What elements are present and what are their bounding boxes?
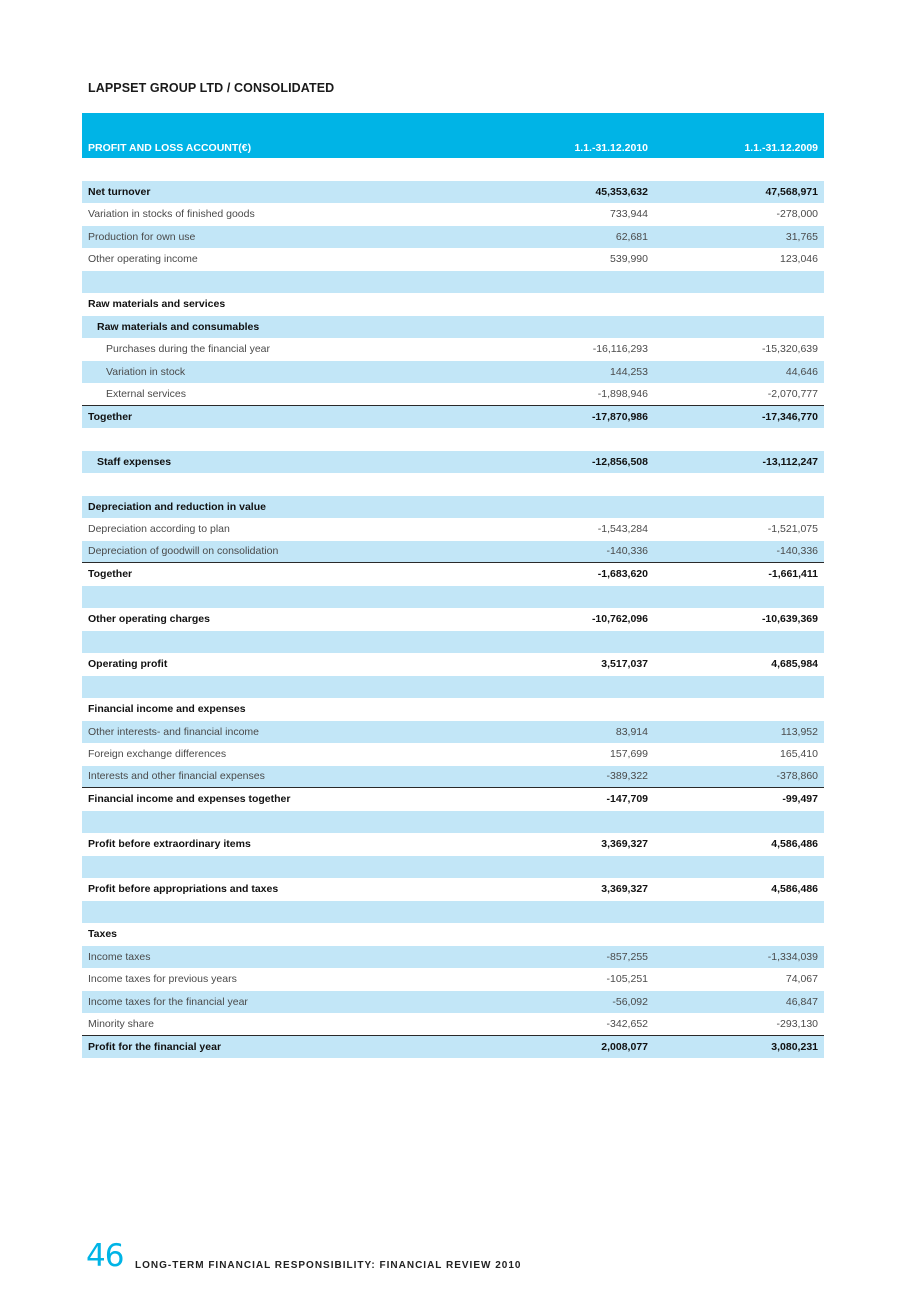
row-label: Profit for the financial year <box>88 1040 222 1053</box>
table-row <box>82 991 824 1014</box>
table-row <box>82 226 824 249</box>
spacer-row <box>82 901 824 924</box>
value-2009: -293,130 <box>776 1017 818 1030</box>
value-2010: 83,914 <box>615 725 648 738</box>
value-2010: 62,681 <box>615 230 648 243</box>
row-label: Financial income and expenses <box>88 703 246 716</box>
value-2009: 165,410 <box>780 748 818 761</box>
row-label: External services <box>106 387 186 400</box>
value-2010: -10,762,096 <box>591 613 648 626</box>
spacer-row <box>82 473 824 496</box>
value-2009: -10,639,369 <box>761 613 818 626</box>
value-2009: 123,046 <box>780 253 818 266</box>
value-2009: 47,568,971 <box>765 185 818 198</box>
value-2009: 3,080,231 <box>771 1040 818 1053</box>
spacer-row <box>82 631 824 654</box>
spacer-row <box>82 271 824 294</box>
value-2009: 46,847 <box>785 995 818 1008</box>
header-label: PROFIT AND LOSS ACCOUNT(€) <box>88 142 252 154</box>
table-row <box>82 181 824 204</box>
table-row <box>82 1013 824 1036</box>
table-row <box>82 698 824 721</box>
value-2010: -147,709 <box>606 793 648 806</box>
page-number: 46 <box>86 1238 124 1274</box>
row-label: Profit before extraordinary items <box>88 838 251 851</box>
value-2010: -140,336 <box>606 545 648 558</box>
table-row <box>82 946 824 969</box>
spacer-row <box>82 586 824 609</box>
table-row <box>82 721 824 744</box>
value-2009: 74,067 <box>785 973 818 986</box>
table-row <box>82 653 824 676</box>
table-row <box>82 451 824 474</box>
row-label: Other operating charges <box>88 613 210 626</box>
table-row <box>82 518 824 541</box>
value-2010: -1,898,946 <box>597 387 648 400</box>
value-2009: -140,336 <box>776 545 818 558</box>
row-label: Together <box>88 568 133 581</box>
value-2010: 144,253 <box>610 365 648 378</box>
value-2009: 113,952 <box>780 725 818 738</box>
value-2010: 3,517,037 <box>601 658 648 671</box>
value-2010: -1,543,284 <box>597 523 648 536</box>
value-2010: -389,322 <box>606 770 648 783</box>
value-2010: 45,353,632 <box>595 185 648 198</box>
value-2009: -2,070,777 <box>767 387 818 400</box>
table-row <box>82 316 824 339</box>
value-2010: -342,652 <box>606 1017 648 1030</box>
value-2010: 157,699 <box>610 748 648 761</box>
table-row <box>82 406 824 429</box>
value-2009: 44,646 <box>785 365 818 378</box>
value-2010: 3,369,327 <box>601 838 648 851</box>
row-label: Income taxes for the financial year <box>88 995 248 1008</box>
row-label: Income taxes <box>88 950 151 963</box>
table-row <box>82 338 824 361</box>
value-2010: -16,116,293 <box>592 343 648 356</box>
value-2009: -378,860 <box>776 770 818 783</box>
table-body <box>82 158 824 1058</box>
table-row <box>82 766 824 789</box>
value-2010: 733,944 <box>610 208 648 221</box>
value-2010: -105,251 <box>606 973 648 986</box>
company-title: LAPPSET GROUP LTD / CONSOLIDATED <box>88 81 335 95</box>
table-row <box>82 383 824 406</box>
table-header <box>82 113 824 158</box>
spacer-row <box>82 158 824 181</box>
table-row <box>82 923 824 946</box>
row-label: Depreciation according to plan <box>88 523 230 536</box>
header-col-2009: 1.1.-31.12.2009 <box>744 142 818 154</box>
value-2009: -1,334,039 <box>767 950 818 963</box>
value-2010: -56,092 <box>612 995 648 1008</box>
value-2009: -15,320,639 <box>761 343 818 356</box>
row-label: Variation in stocks of finished goods <box>88 208 255 221</box>
table-row <box>82 968 824 991</box>
value-2009: -278,000 <box>776 208 818 221</box>
row-label: Net turnover <box>88 185 151 198</box>
row-label: Other interests- and financial income <box>88 725 259 738</box>
value-2009: -13,112,247 <box>762 455 818 468</box>
table-row <box>82 203 824 226</box>
profit-loss-table <box>82 113 824 1058</box>
row-label: Depreciation of goodwill on consolidation <box>88 545 279 558</box>
spacer-row <box>82 856 824 879</box>
row-label: Raw materials and consumables <box>97 320 260 333</box>
value-2010: -1,683,620 <box>597 568 648 581</box>
value-2009: 4,586,486 <box>771 883 818 896</box>
table-row <box>82 293 824 316</box>
table-row <box>82 878 824 901</box>
table-row <box>82 608 824 631</box>
row-label: Income taxes for previous years <box>88 973 237 986</box>
row-label: Taxes <box>88 928 117 941</box>
row-label: Depreciation and reduction in value <box>88 500 266 513</box>
row-label: Variation in stock <box>106 365 186 378</box>
value-2010: 2,008,077 <box>601 1040 648 1053</box>
value-2009: 4,586,486 <box>771 838 818 851</box>
table-row <box>82 743 824 766</box>
row-label: Together <box>88 410 133 423</box>
value-2010: -12,856,508 <box>591 455 648 468</box>
table-row <box>82 788 824 811</box>
footer-title: LONG-TERM FINANCIAL RESPONSIBILITY: FINANCIAL REVIEW 2010 <box>135 1260 522 1271</box>
value-2010: -857,255 <box>606 950 648 963</box>
row-label: Raw materials and services <box>88 298 226 311</box>
table-row <box>82 1036 824 1059</box>
row-label: Other operating income <box>88 253 198 266</box>
table-row <box>82 496 824 519</box>
value-2009: -1,521,075 <box>767 523 818 536</box>
spacer-row <box>82 676 824 699</box>
spacer-row <box>82 428 824 451</box>
row-label: Production for own use <box>88 230 196 243</box>
value-2009: -17,346,770 <box>761 410 818 423</box>
table-row <box>82 361 824 384</box>
row-label: Financial income and expenses together <box>88 793 291 806</box>
row-label: Interests and other financial expenses <box>88 770 265 783</box>
value-2009: 31,765 <box>785 230 818 243</box>
value-2009: -1,661,411 <box>768 568 818 581</box>
value-2010: -17,870,986 <box>591 410 648 423</box>
value-2009: 4,685,984 <box>771 658 818 671</box>
header-col-2010: 1.1.-31.12.2010 <box>574 142 648 154</box>
table-row <box>82 833 824 856</box>
row-label: Staff expenses <box>97 455 172 468</box>
table-row <box>82 541 824 564</box>
value-2009: -99,497 <box>782 793 818 806</box>
table-row <box>82 248 824 271</box>
row-label: Purchases during the financial year <box>106 343 271 356</box>
row-label: Minority share <box>88 1017 154 1030</box>
row-label: Operating profit <box>88 658 168 671</box>
value-2010: 3,369,327 <box>601 883 648 896</box>
row-label: Profit before appropriations and taxes <box>88 883 279 896</box>
row-label: Foreign exchange differences <box>88 748 227 761</box>
spacer-row <box>82 811 824 834</box>
value-2010: 539,990 <box>610 253 648 266</box>
table-row <box>82 563 824 586</box>
